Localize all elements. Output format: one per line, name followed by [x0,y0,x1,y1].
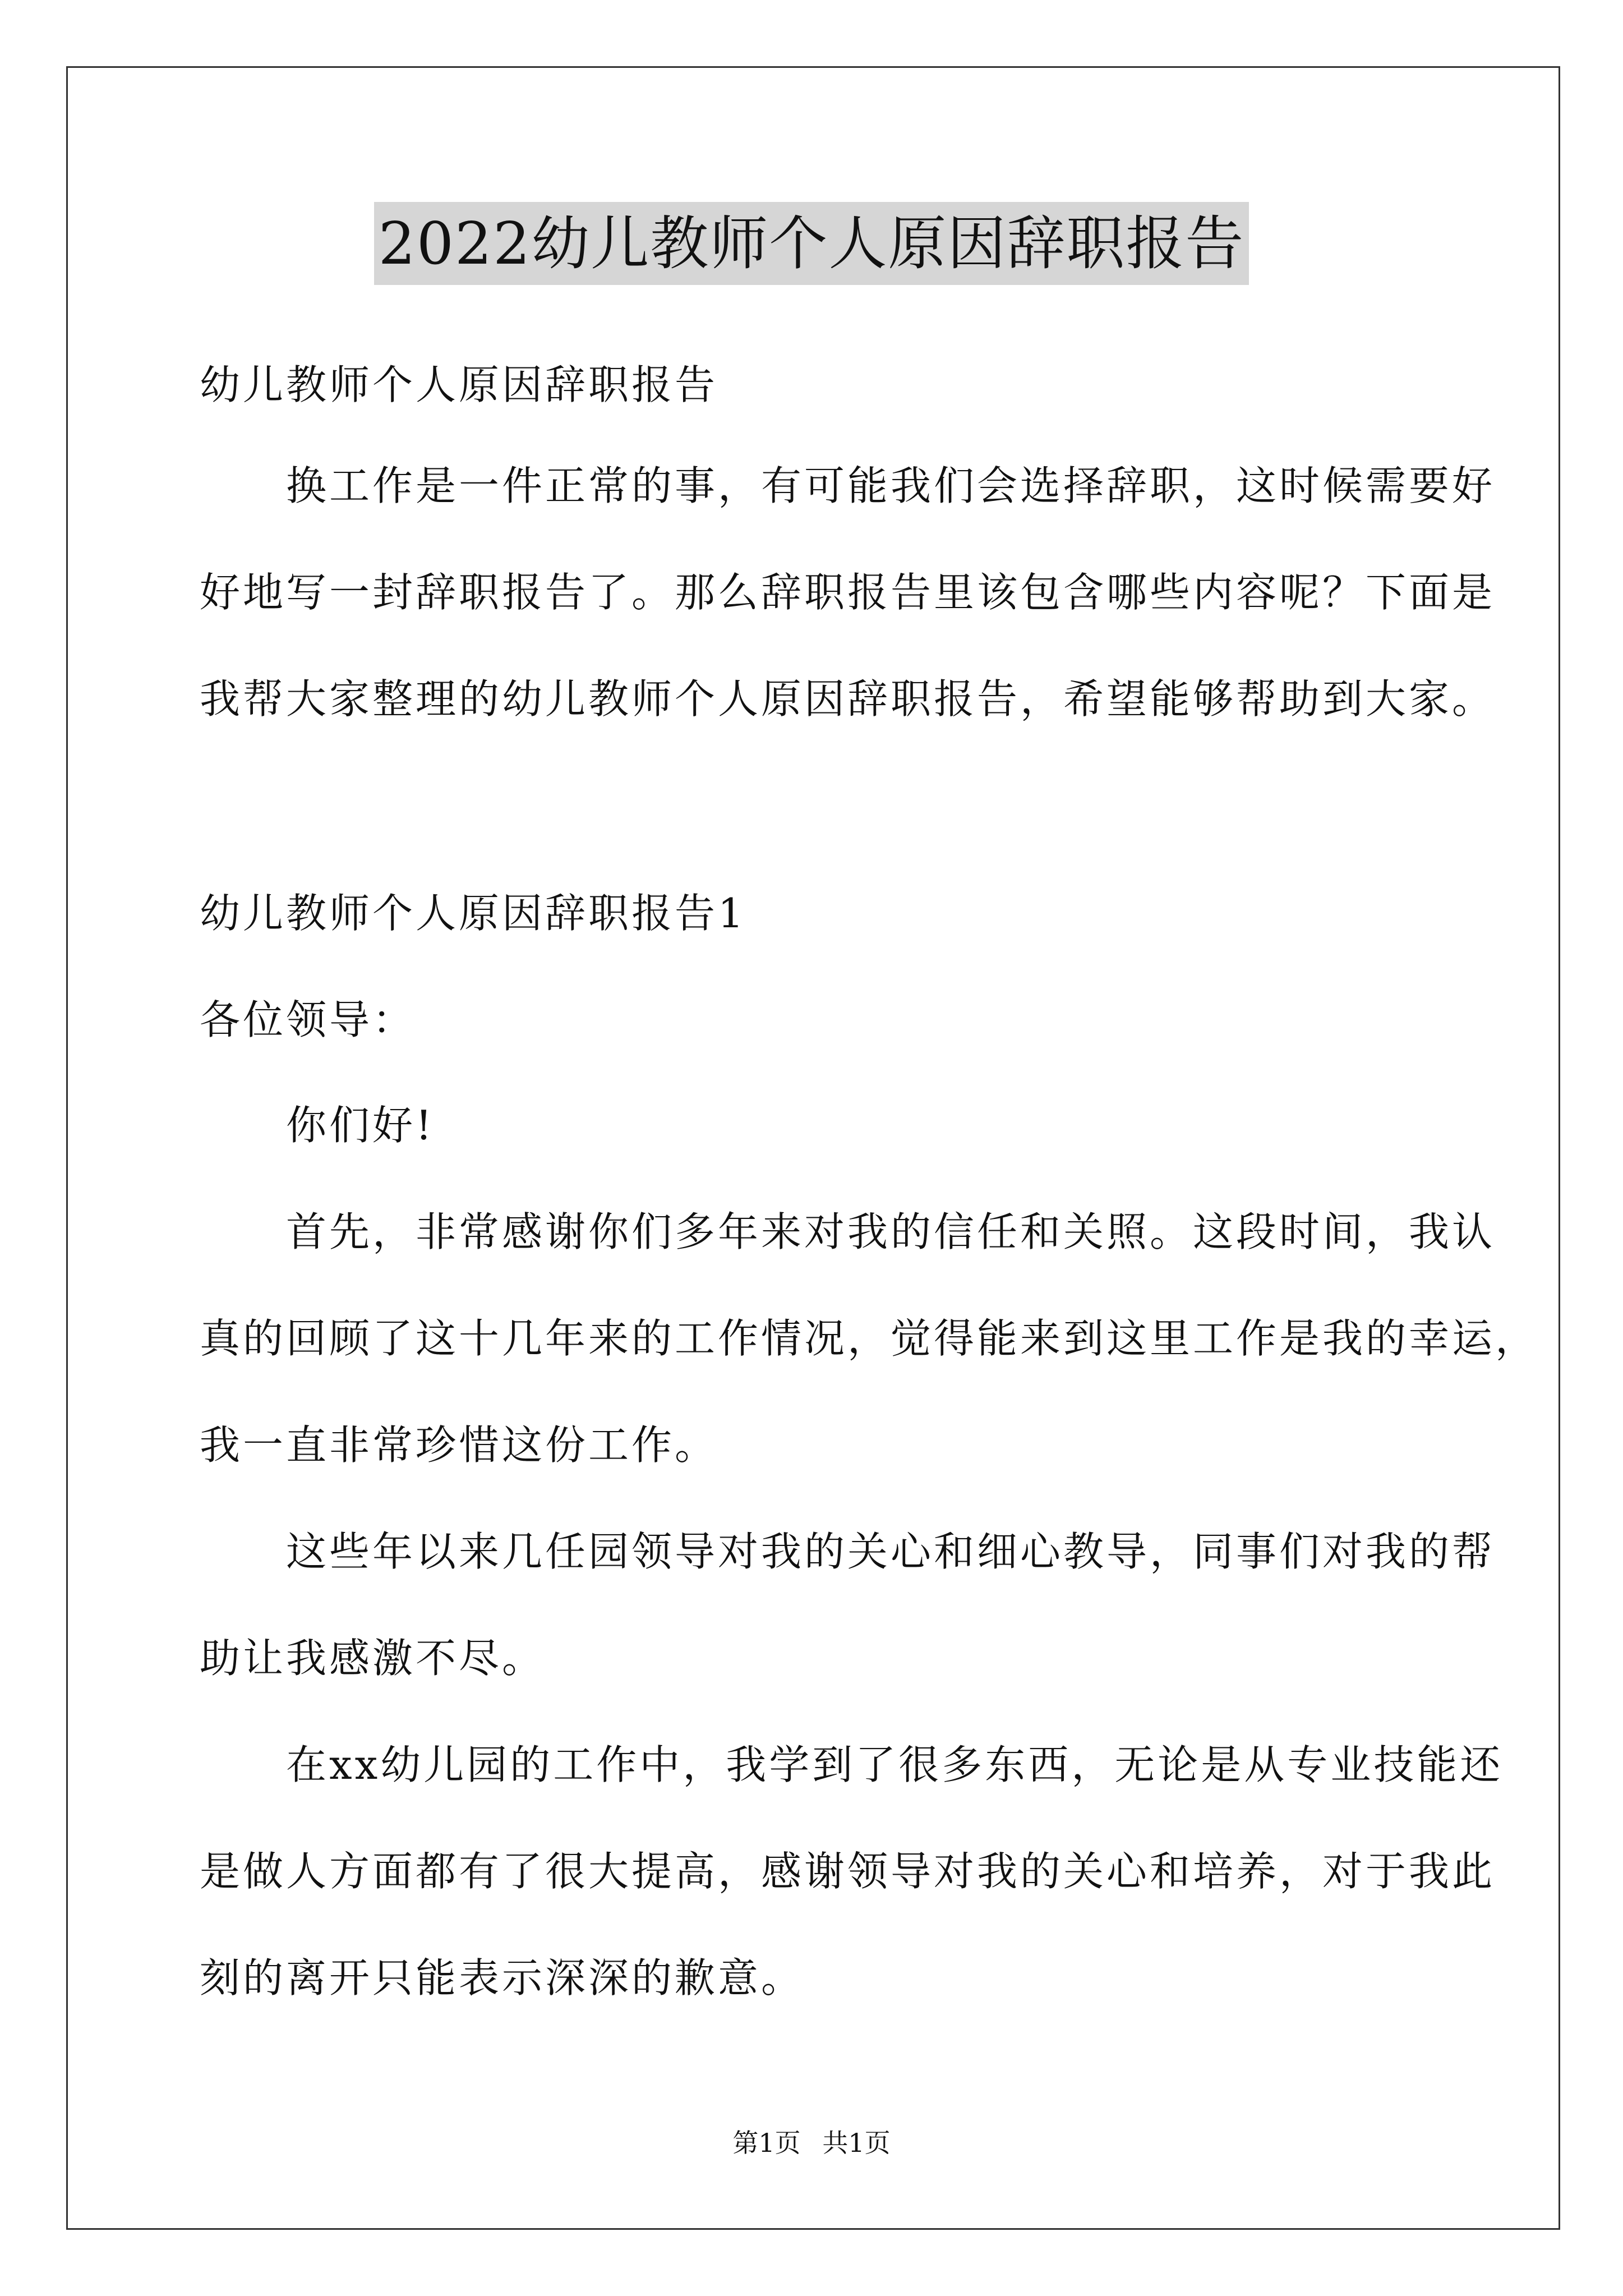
paragraph-line: 真的回顾了这十几年来的工作情况，觉得能来到这里工作是我的幸运， [200,1315,1539,1362]
document-title: 2022幼儿教师个人原因辞职报告 [374,202,1249,285]
paragraph-line: 刻的离开只能表示深深的歉意。 [200,1954,805,2001]
paragraph-line: 我一直非常珍惜这份工作。 [200,1421,718,1469]
paragraph-line: 我帮大家整理的幼儿教师个人原因辞职报告，希望能够帮助到大家。 [200,675,1496,723]
page-number-current: 第1页 [732,2128,801,2158]
section-heading: 幼儿教师个人原因辞职报告1 [200,890,746,937]
paragraph-line: 首先，非常感谢你们多年来对我的信任和关照。这段时间，我认 [200,1208,1496,1255]
paragraph-line: 好地写一封辞职报告了。那么辞职报告里该包含哪些内容呢？下面是 [200,569,1496,616]
salutation: 各位领导： [200,996,416,1043]
paragraph-line: 换工作是一件正常的事，有可能我们会选择辞职，这时候需要好 [200,462,1496,509]
page-footer [0,2126,1623,2160]
greeting: 你们好! [200,1102,435,1149]
page-number-total: 共1页 [822,2128,891,2158]
intro-heading: 幼儿教师个人原因辞职报告 [200,361,718,408]
paragraph-line: 在xx幼儿园的工作中，我学到了很多东西，无论是从专业技能还 [200,1741,1504,1788]
title-container [0,202,1623,285]
paragraph-line: 助让我感激不尽。 [200,1635,546,1682]
paragraph-line: 这些年以来几任园领导对我的关心和细心教导，同事们对我的帮 [200,1528,1496,1575]
paragraph-line: 是做人方面都有了很大提高，感谢领导对我的关心和培养，对于我此 [200,1848,1496,1895]
